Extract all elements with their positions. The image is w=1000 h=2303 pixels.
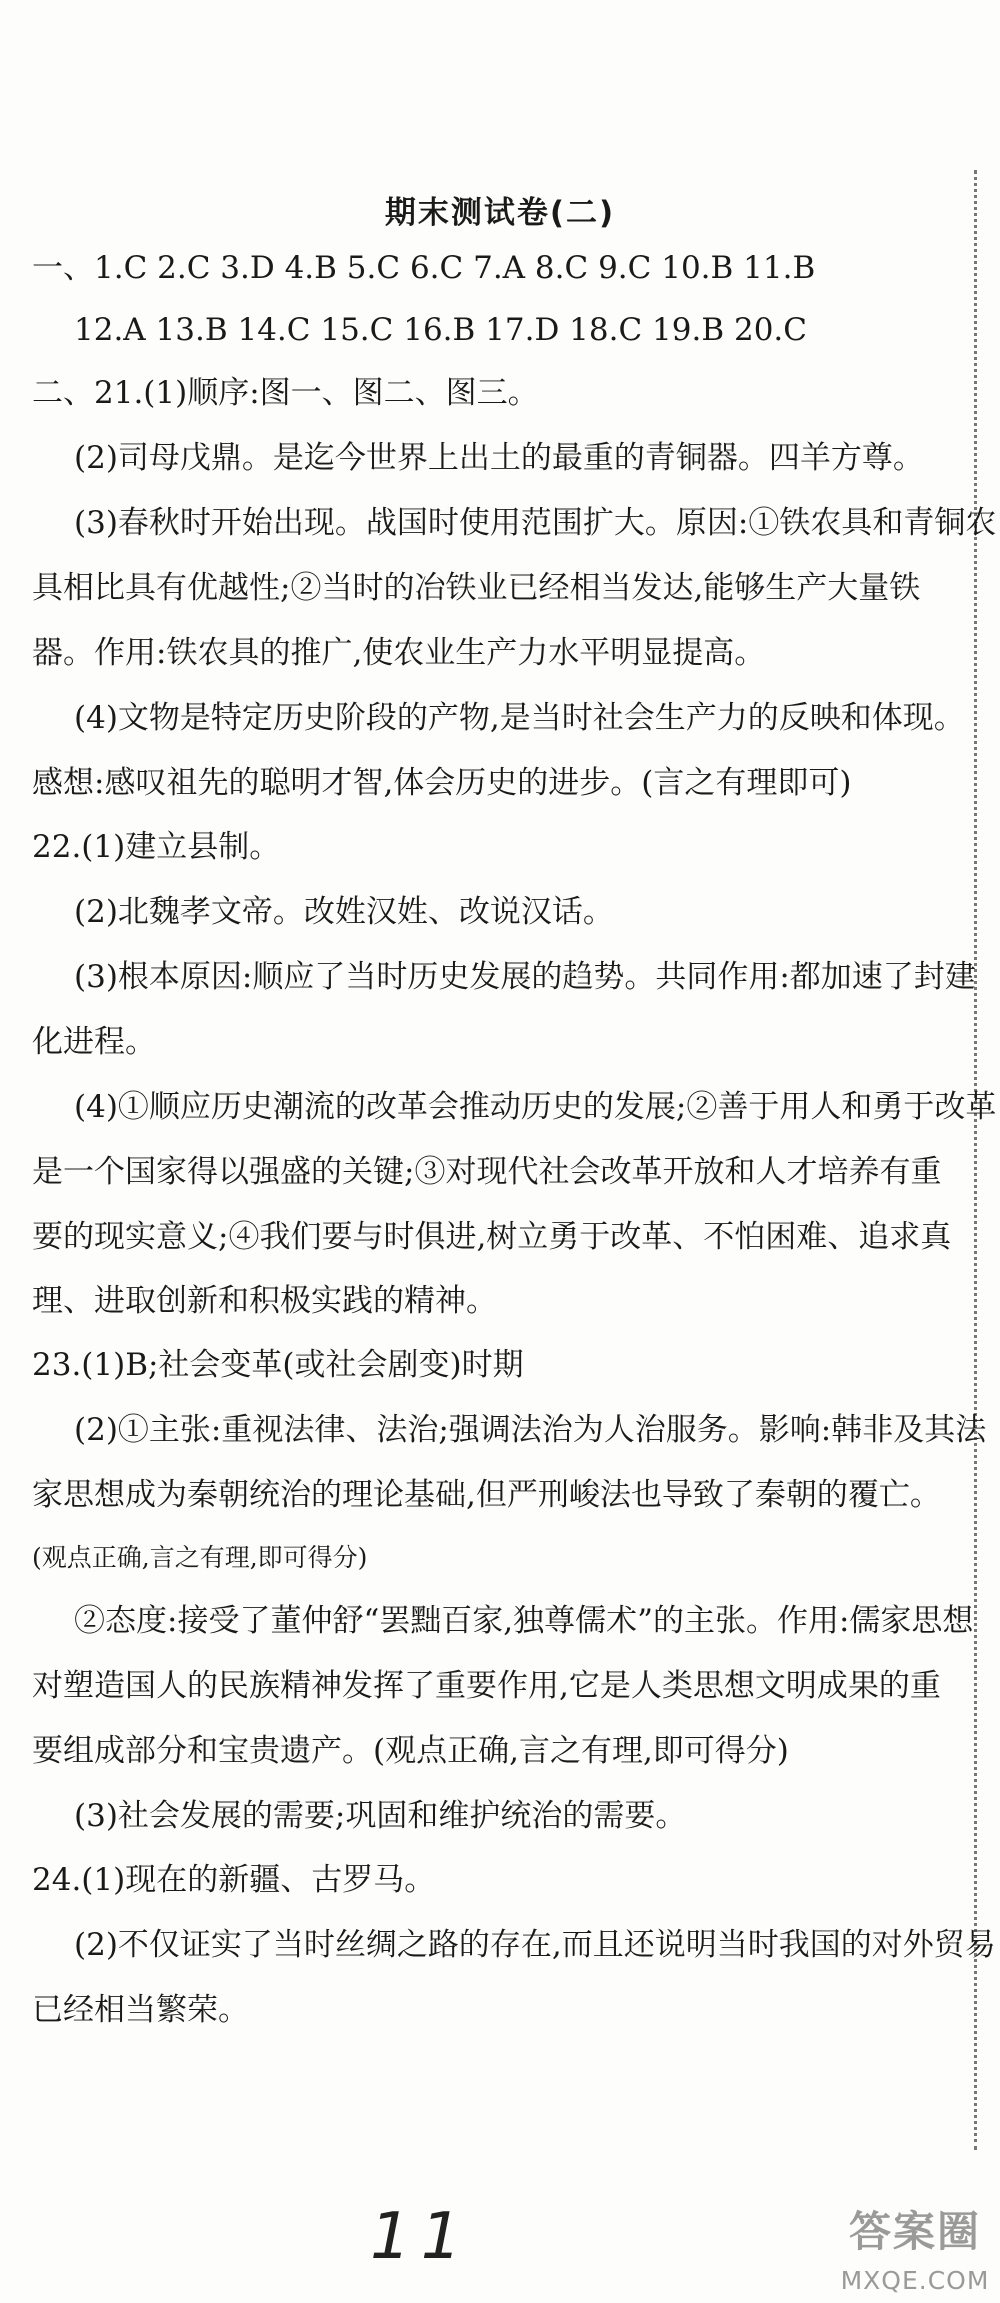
- q23-line-8: (3)社会发展的需要;巩固和维护统治的需要。: [74, 1798, 687, 1834]
- q23-line-1: 23.(1)B;社会变革(或社会剧变)时期: [32, 1347, 524, 1383]
- q22-line-1: 22.(1)建立县制。: [32, 829, 281, 865]
- q23-line-7: 要组成部分和宝贵遗产。(观点正确,言之有理,即可得分): [32, 1733, 789, 1769]
- site-watermark: [840, 2203, 990, 2295]
- q23-line-6: 对塑造国人的民族精神发挥了重要作用,它是人类思想文明成果的重: [32, 1668, 941, 1704]
- q21-line-3: (3)春秋时开始出现。战国时使用范围扩大。原因:①铁农具和青铜农: [74, 505, 997, 541]
- q23-line-5: ②态度:接受了董仲舒“罢黜百家,独尊儒术”的主张。作用:儒家思想: [74, 1603, 974, 1639]
- page-number: 11: [370, 2200, 472, 2274]
- q21-line-2: (2)司母戊鼎。是迄今世界上出土的最重的青铜器。四羊方尊。: [74, 440, 924, 476]
- q22-line-7: 要的现实意义;④我们要与时俱进,树立勇于改革、不怕困难、追求真: [32, 1219, 952, 1255]
- q22-line-3: (3)根本原因:顺应了当时历史发展的趋势。共同作用:都加速了封建: [74, 959, 976, 995]
- q24-line-2: (2)不仅证实了当时丝绸之路的存在,而且还说明当时我国的对外贸易: [74, 1927, 996, 1963]
- q21-line-7: 感想:感叹祖先的聪明才智,体会历史的进步。(言之有理即可): [32, 765, 852, 801]
- q21-line-6: (4)文物是特定历史阶段的产物,是当时社会生产力的反映和体现。: [74, 700, 965, 736]
- q22-line-5: (4)①顺应历史潮流的改革会推动历史的发展;②善于用人和勇于改革: [74, 1089, 997, 1125]
- q23-line-4: (观点正确,言之有理,即可得分): [32, 1543, 368, 1572]
- q21-line-4: 具相比具有优越性;②当时的冶铁业已经相当发达,能够生产大量铁: [32, 570, 921, 606]
- q22-line-4: 化进程。: [32, 1024, 156, 1060]
- q21-line-1: 二、21.(1)顺序:图一、图二、图三。: [32, 375, 539, 411]
- watermark-logo: 答案圈: [848, 2207, 981, 2256]
- mc-answers-line-1: 一、1.C 2.C 3.D 4.B 5.C 6.C 7.A 8.C 9.C 10.B 11.B: [32, 250, 816, 286]
- page-title: 期末测试卷(二): [384, 195, 616, 231]
- q23-line-3: 家思想成为秦朝统治的理论基础,但严刑峻法也导致了秦朝的覆亡。: [32, 1477, 941, 1513]
- q22-line-2: (2)北魏孝文帝。改姓汉姓、改说汉话。: [74, 894, 614, 930]
- dotted-margin-line: [974, 170, 977, 2150]
- q22-line-6: 是一个国家得以强盛的关键;③对现代社会改革开放和人才培养有重: [32, 1154, 942, 1190]
- watermark-url: MXQE.COM: [840, 2266, 990, 2295]
- q24-line-3: 已经相当繁荣。: [32, 1992, 249, 2028]
- q21-line-5: 器。作用:铁农具的推广,使农业生产力水平明显提高。: [32, 635, 766, 671]
- q22-line-8: 理、进取创新和积极实践的精神。: [32, 1283, 497, 1319]
- mc-answers-line-2: 12.A 13.B 14.C 15.C 16.B 17.D 18.C 19.B 20.C: [74, 312, 807, 348]
- q24-line-1: 24.(1)现在的新疆、古罗马。: [32, 1862, 436, 1898]
- q23-line-2: (2)①主张:重视法律、法治;强调法治为人治服务。影响:韩非及其法: [74, 1412, 987, 1448]
